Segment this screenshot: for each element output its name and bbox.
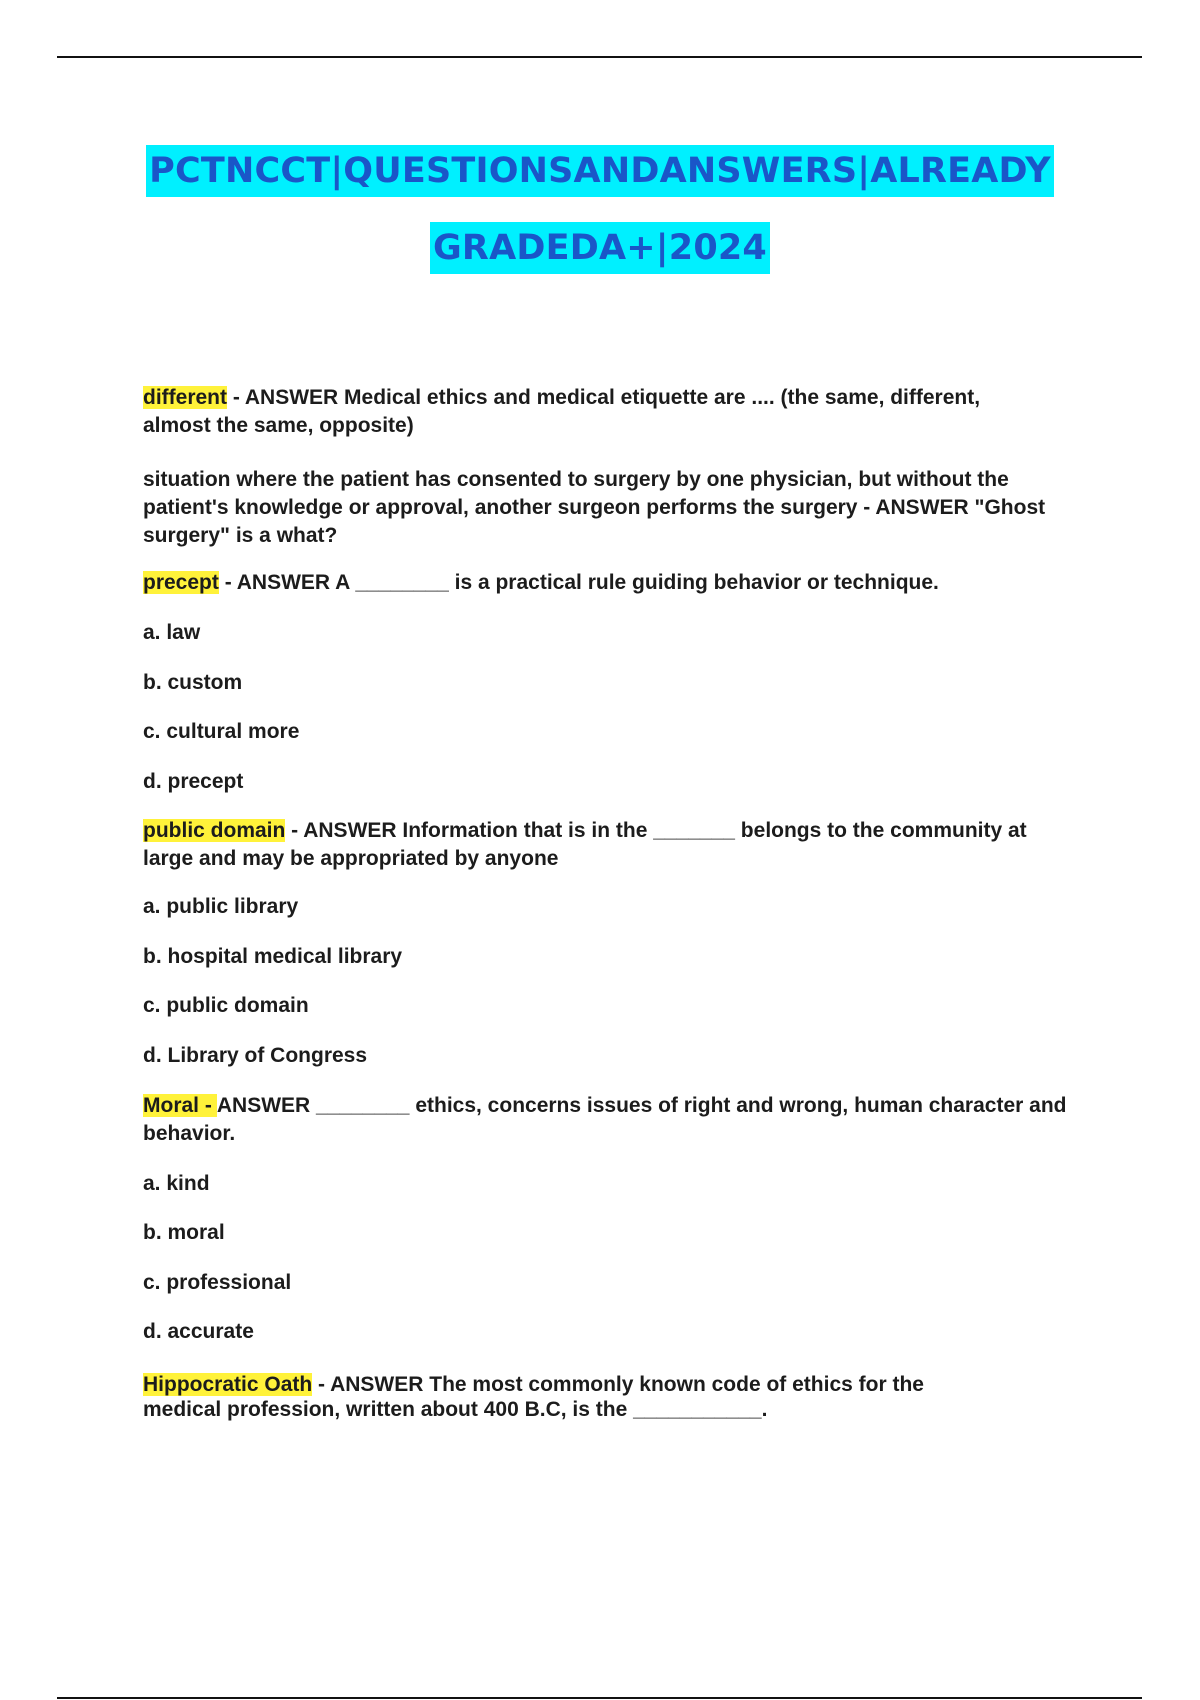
title-line-1: PCTNCCT|QUESTIONSANDANSWERS|ALREADY (146, 145, 1054, 197)
qa-content (143, 384, 1093, 1422)
option: b. custom (143, 671, 243, 694)
question-text: situation where the patient has consented to surgery by one physician, but without the patient's knowledge or approval, another surgeon performs the surgery - ANSWER "Ghost surgery" is a what? (143, 468, 1046, 547)
option: c. cultural more (143, 720, 300, 743)
answer-highlight: Moral - (143, 1094, 217, 1117)
title-line-2: GRADEDA+|2024 (430, 222, 770, 274)
question-4 (143, 817, 1043, 873)
option: a. law (143, 621, 201, 644)
question-6 (143, 1372, 1003, 1422)
question-text: - ANSWER Medical ethics and medical etiquette are .... (the same, different, almost the same, opposite) (143, 386, 981, 437)
answer-highlight: public domain (143, 819, 286, 842)
option: d. accurate (143, 1320, 254, 1343)
option: b. moral (143, 1221, 225, 1244)
question-1 (143, 384, 1043, 440)
top-rule (57, 56, 1142, 58)
option: d. Library of Congress (143, 1044, 368, 1067)
question-text: - ANSWER Information that is in the _______ belongs to the community at large and may be appropriated by anyone (143, 819, 1027, 870)
answer-highlight: Hippocratic Oath (143, 1373, 313, 1396)
question-3 (143, 569, 1093, 597)
question-2 (143, 466, 1073, 550)
option: b. hospital medical library (143, 945, 403, 968)
option: a. kind (143, 1172, 210, 1195)
option: c. professional (143, 1271, 292, 1294)
question-5 (143, 1092, 1083, 1148)
document-title (0, 145, 1200, 274)
option: c. public domain (143, 994, 309, 1017)
option: a. public library (143, 895, 299, 918)
question-text: ANSWER ________ ethics, concerns issues of right and wrong, human character and behavior. (143, 1094, 1067, 1145)
question-text: - ANSWER The most commonly known code of ethics for the medical profession, written about 400 B.C, is the ___________. (143, 1373, 924, 1421)
answer-highlight: precept (143, 571, 219, 594)
question-text: - ANSWER A ________ is a practical rule guiding behavior or technique. (218, 571, 939, 594)
answer-highlight: different (143, 386, 227, 409)
option: d. precept (143, 770, 244, 793)
bottom-rule (57, 1697, 1142, 1699)
